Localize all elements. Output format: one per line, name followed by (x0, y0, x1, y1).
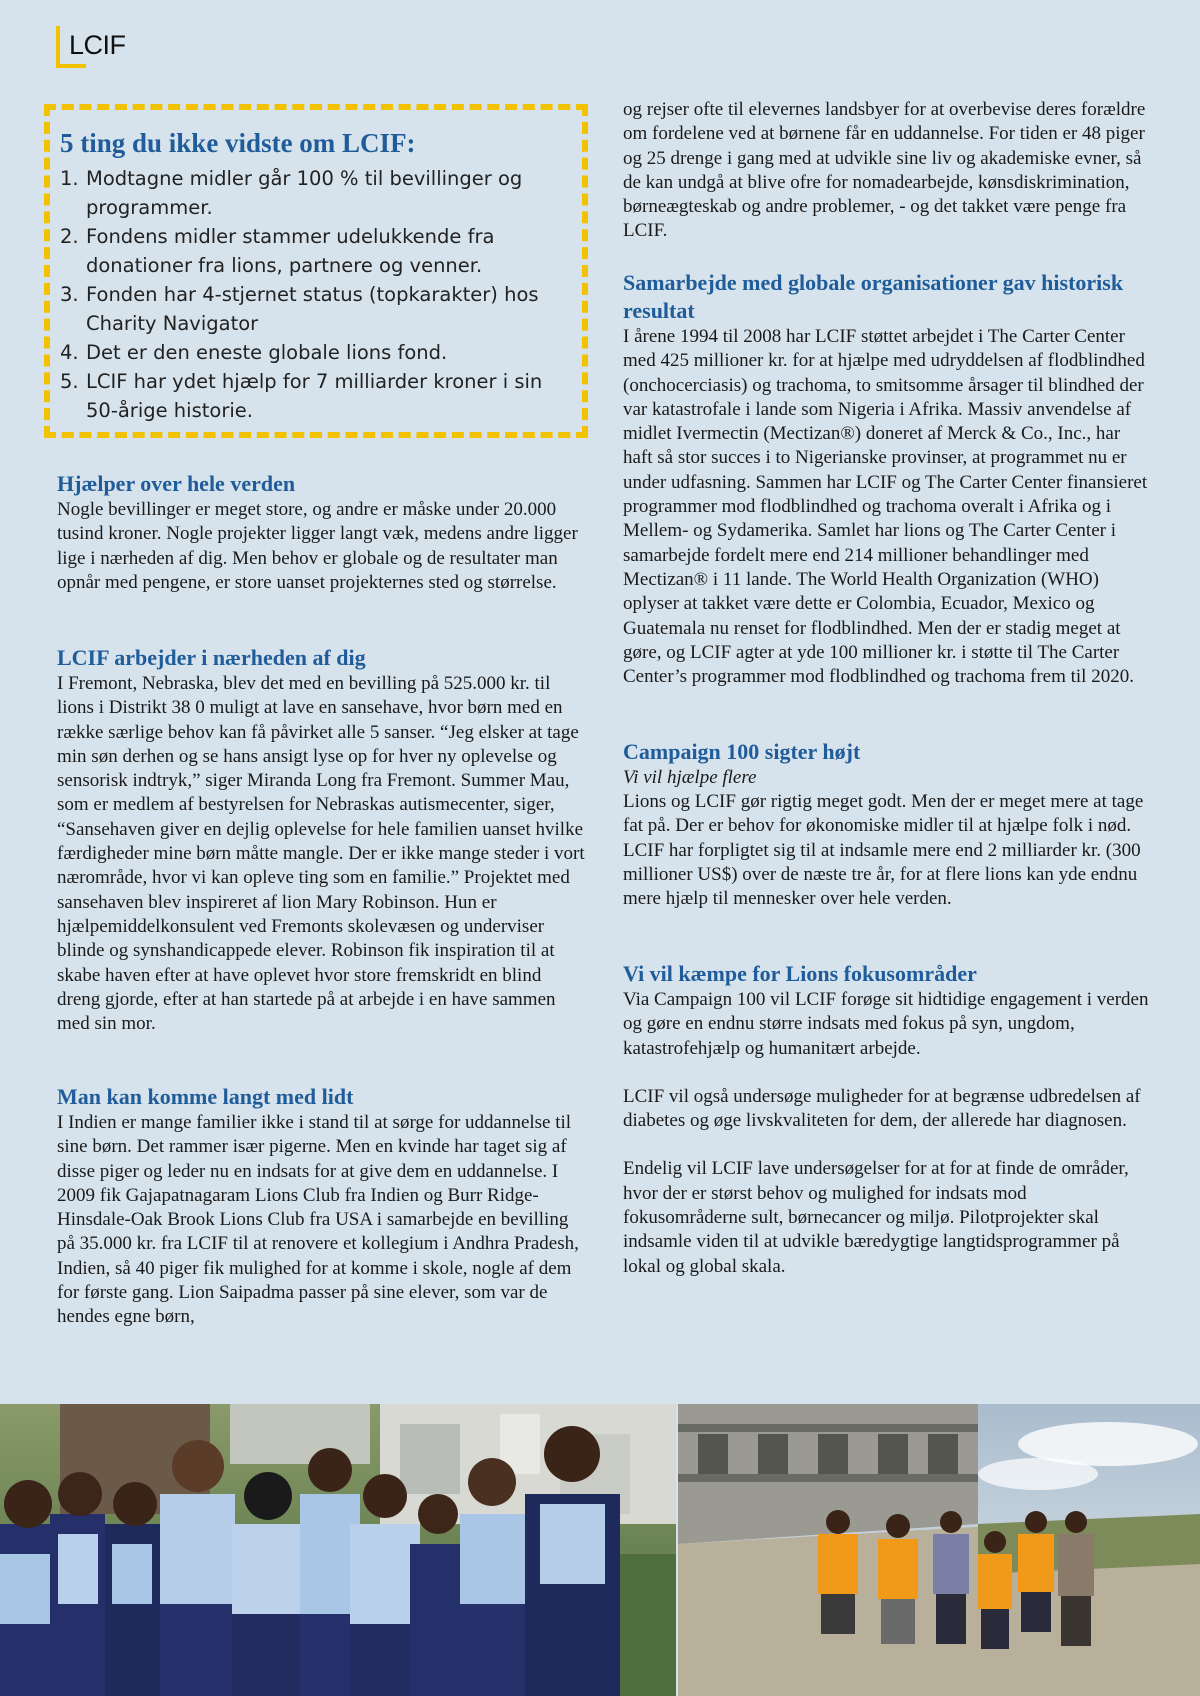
section-body: I årene 1994 til 2008 har LCIF støttet arbejdet i The Carter Center med 425 millioner kr. for at hjælpe med udryddelsen af flodblindhed (onchocerciasis) og trachoma, to smitsomme årsager til blindhed der var katastrofale i lande som Nigeria i Afrika. Massiv anvendelse af midlet Ivermectin (Mectizan®) doneret af Merck & Co., Inc., har haft så stor succes i to Nigerianske provinser, at programmet nu er under udfasning. Sammen har LCIF og The Carter Center finansieret programmer mod flodblindhed og trachoma overalt i Afrika og i Mellem- og Sydamerika. Samlet har lions og The Carter Center i samarbejde fordelt mere end 214 millioner behandlinger med Mectizan® i 11 lande. The World Health Organization (WHO) oplyser at takket være dette er Colombia, Ecuador, Mexico og Guatemala nu renset for flodblindhed. Men der er stadig meget at gøre, og LCIF agter at yde 100 millioner kr. i støtte til The Carter Center’s programmer mod flodblindhed og trachoma frem til 2020. (623, 326, 1148, 688)
section-heading: Samarbejde med globale organisationer gav historisk resultat (623, 270, 1124, 323)
fact-box-title: 5 ting du ikke vidste om LCIF: (60, 128, 416, 158)
fact-number: 5. (60, 370, 79, 393)
fact-text: Fondens midler stammer udelukkende fra donationer fra lions, partnere og venner. (86, 225, 495, 277)
section-nearby (57, 644, 587, 1036)
fact-item (60, 338, 580, 367)
fact-number: 4. (60, 341, 79, 364)
section-little-goes-far (57, 1083, 587, 1330)
section-body: Lions og LCIF gør rigtig meget godt. Men der er meget mere at tage fat på. Der er behov for økonomiske midler til at hjælpe folk i nød. LCIF har forpligtet sig til at indsamle mere end 2 milliarder kr. (300 millioner US$) over de næste tre år, for at flere lions kan yde endnu mere hjælp til mennesker over hele verden. (623, 791, 1144, 910)
section-campaign-100 (623, 738, 1153, 911)
section-heading: Campaign 100 sigter højt (623, 739, 861, 764)
fact-text: LCIF har ydet hjælp for 7 milliarder kroner i sin 50-årige historie. (86, 370, 543, 422)
section-worldwide (57, 470, 587, 595)
section-body: og rejser ofte til elevernes landsbyer for at overbevise deres forældre om fordelene ved at børnene får en uddannelse. For tiden er 48 piger og 25 drenge i gang med at udvikle sine liv og akademiske evner, så de kan undgå at blive ofre for nomadearbejde, kønsdiskrimination, børneægteskab og andre problemer, - og det takket være penge fra LCIF. (623, 99, 1146, 242)
section-heading: Hjælper over hele verden (57, 471, 296, 496)
section-heading: Vi vil kæmpe for Lions fokusområder (623, 961, 977, 986)
photo-construction-site (678, 1404, 1200, 1696)
section-body: LCIF vil også undersøge muligheder for at begrænse udbredelsen af diabetes og øge livskvaliteten for dem, der allerede har diagnosen. (623, 1085, 1141, 1132)
fact-item (60, 280, 580, 338)
section-body: Nogle bevillinger er meget store, og andre er måske under 20.000 tusind kroner. Nogle projekter ligger langt væk, medens andre ligger lige i nærheden af dig. Men behov er globale og de resultater man opnår med pengene, er store uanset projekternes sted og størrelse. (57, 499, 578, 593)
fact-number: 1. (60, 167, 79, 190)
section-heading: LCIF arbejder i nærheden af dig (57, 645, 366, 670)
fact-text: Det er den eneste globale lions fond. (86, 341, 448, 364)
students-illustration (0, 1404, 676, 1696)
fact-list (60, 164, 580, 425)
photo-students (0, 1404, 676, 1696)
construction-illustration (678, 1404, 1200, 1696)
section-body: Endelig vil LCIF lave undersøgelser for at for at finde de områder, hvor der er størst behov og mulighed for indsats mod fokusområderne sult, børnecancer og miljø. Pilotprojekter skal indsamle viden til at udvikle bæredygtige langtidsprogrammer på lokal og global skala. (623, 1158, 1129, 1277)
section-heading: Man kan komme langt med lidt (57, 1084, 354, 1109)
section-body: I Fremont, Nebraska, blev det med en bevilling på 525.000 kr. til lions i Distrikt 38 0 muligt at lave en sansehave, hvor børn med en række særlige behov kan få påvirket alle 5 sanser. “Jeg elsker at tage min søn derhen og se hans ansigt lyse op for hver ny oplevelse og sensorisk indtryk,” siger Miranda Long fra Fremont. Summer Mau, som er medlem af bestyrelsen for Nebraskas autismecenter, siger, “Sansehaven giver en dejlig oplevelse for hele familien uanset hvilke færdigheder mine børn måtte mangle. Der er ikke mange steder i vort nærområde, hvor vi kan opleve ting som en familie.” Projektet med sansehaven blev inspireret af lion Mary Robinson. Hun er hjælpemiddelkonsulent ved Fremonts skolevæsen og underviser blinde og synshandicappede elever. Robinson fik inspiration til at skabe haven efter at have oplevet hvor store fremskridt en blind dreng gjorde, efter at han startede på at arbejde i en have sammen med sin mor. (57, 673, 585, 1035)
section-little-goes-far-continued (623, 98, 1153, 244)
logo-bracket-vertical (56, 26, 60, 68)
section-body: I Indien er mange familier ikke i stand til at sørge for uddannelse til sine børn. Det rammer især pigerne. Men en kvinde har taget sig af disse piger og leder nu en indsats for at give dem en uddannelse. I 2009 fik Gajapatnagaram Lions Club fra Indien og Burr Ridge-Hinsdale-Oak Brook Lions Club fra USA i samarbejde en bevilling på 35.000 kr. fra LCIF til at renovere et kollegium i Andhra Pradesh, Indien, så 40 piger fik mulighed for at komme i skole, nogle af dem for første gang. Lion Saipadma passer på sine elever, som var de hendes egne børn, (57, 1112, 579, 1328)
fact-number: 2. (60, 225, 79, 248)
section-body: Via Campaign 100 vil LCIF forøge sit hidtidige engagement i verden og gøre en endnu større indsats med fokus på syn, ungdom, katastrofehjælp og humanitært arbejde. (623, 989, 1149, 1059)
section-focus-areas (623, 960, 1153, 1279)
fact-box (44, 104, 588, 438)
section-subheading: Vi vil hjælpe flere (623, 767, 757, 788)
lcif-logo (56, 26, 136, 68)
fact-item (60, 367, 580, 425)
fact-text: Fonden har 4-stjernet status (topkarakter) hos Charity Navigator (86, 283, 539, 335)
fact-item (60, 164, 580, 222)
logo-bracket-horizontal (56, 64, 86, 68)
logo-text: LCIF (69, 30, 126, 60)
fact-number: 3. (60, 283, 79, 306)
fact-item (60, 222, 580, 280)
fact-text: Modtagne midler går 100 % til bevillinger og programmer. (86, 167, 523, 219)
section-global-partnership (623, 269, 1153, 689)
